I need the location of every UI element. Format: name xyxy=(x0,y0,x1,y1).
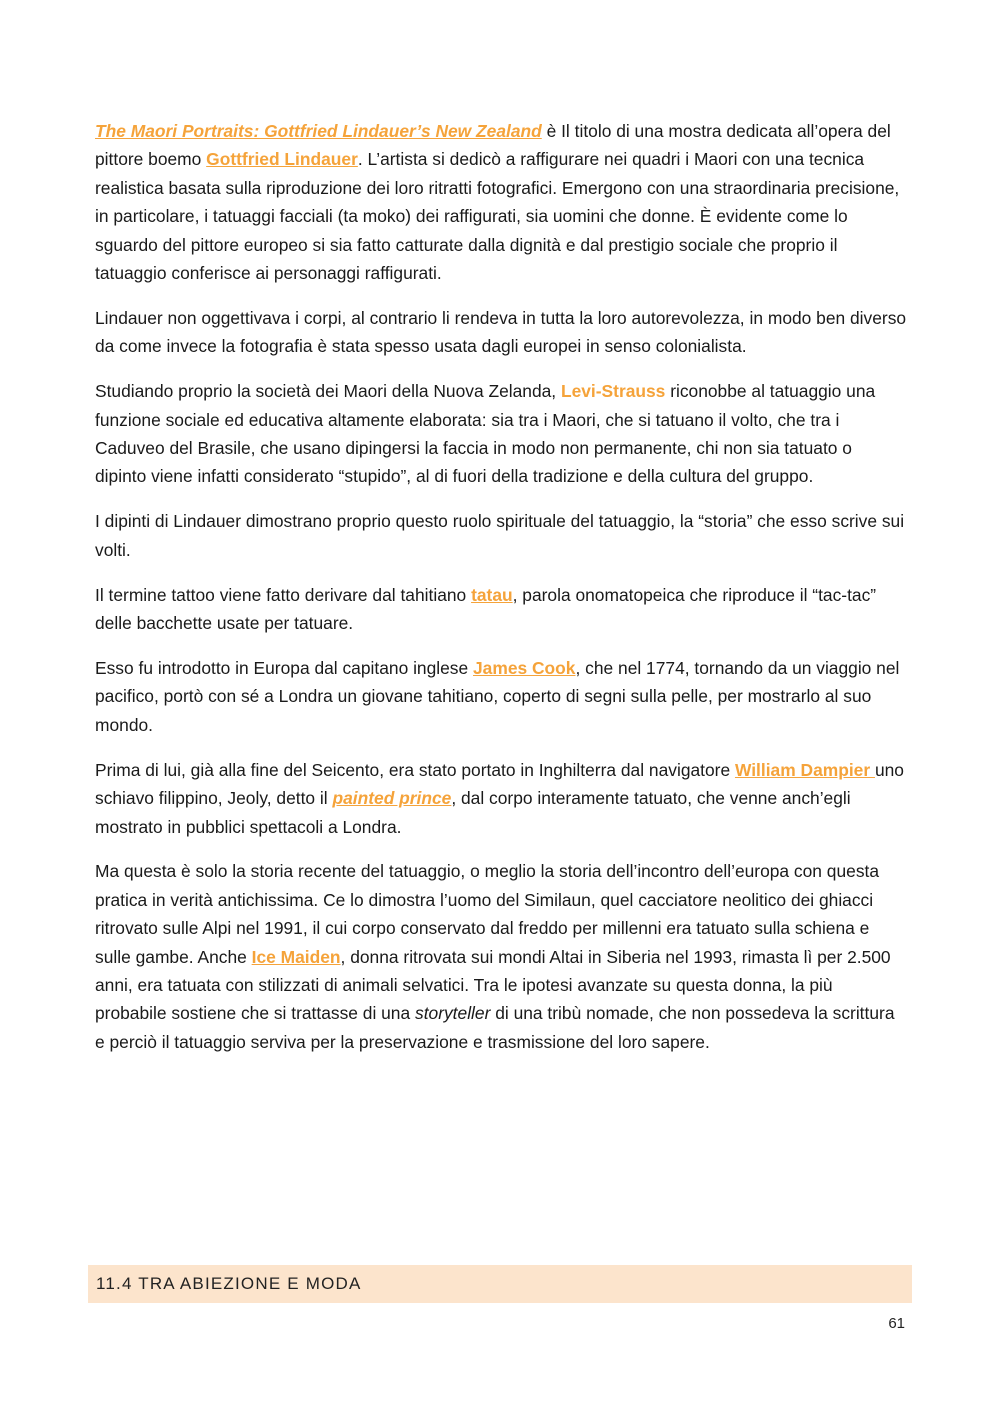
text-segment: , donna ritrovata sui mondi Altai in Siberia nel 1993, rimasta lì per 2.500 anni, era tatuata con stilizzati di animali selvatici. Tra le ipotesi avanzate su questa donna, la più probabile sostiene che si trattasse di una xyxy=(95,946,891,1024)
text-segment: , parola onomatopeica che riproduce il “tac-tac” delle bacchette usate per tatuare. xyxy=(95,584,877,634)
text-segment: riconobbe al tatuaggio una funzione sociale ed educativa altamente elaborata: sia tra i Maori, che si tatuano il volto, che tra i Caduveo del Brasile, che usano dipingersi la faccia in modo non permanente, chi non sia tatuato o dipinto viene infatti considerato “stupido”, al di fuori della tradizione e della cultura del gruppo. xyxy=(95,381,876,487)
paragraph-lindauer-exhibition xyxy=(95,117,907,287)
text-segment: Esso fu introdotto in Europa dal capitano inglese xyxy=(95,658,474,678)
paragraph-tattoo-etymology xyxy=(95,581,907,638)
paragraph-levi-strauss xyxy=(95,377,907,491)
link-ice-maiden[interactable]: Ice Maiden xyxy=(251,946,341,967)
link-william-dampier[interactable]: William Dampier xyxy=(734,759,875,780)
text-segment: è Il titolo di una mostra dedicata all’opera del pittore boemo xyxy=(95,121,891,170)
italic-storyteller: storyteller xyxy=(415,1003,491,1024)
page-number: 61 xyxy=(888,1315,905,1332)
link-levi-strauss[interactable]: Levi-Strauss xyxy=(560,381,666,402)
link-gottfried-lindauer[interactable]: Gottfried Lindauer xyxy=(206,149,358,170)
paragraph-ancient-history xyxy=(95,857,907,1056)
text-segment: di una tribù nomade, che non possedeva la scrittura e perciò il tatuaggio serviva per la preservazione e trasmissione del loro sapere. xyxy=(95,1003,895,1052)
link-painted-prince[interactable]: painted prince xyxy=(332,788,452,809)
text-segment: Prima di lui, già alla fine del Seicento, era stato portato in Inghilterra dal navigatore xyxy=(95,759,735,780)
text-segment: uno schiavo filippino, Jeoly, detto il xyxy=(95,759,904,809)
paragraph-william-dampier xyxy=(95,756,907,841)
text-segment: I dipinti di Lindauer dimostrano proprio questo ruolo spirituale del tatuaggio, la “storia” che esso scrive sui volti. xyxy=(95,511,905,560)
paragraph-spiritual-role xyxy=(95,507,907,564)
text-segment: Ma questa è solo la storia recente del tatuaggio, o meglio la storia dell’incontro dell’europa con questa pratica in verità antichissima. Ce lo dimostra l’uomo del Similaun, quel cacciatore neolitico dei ghiacci ritrovato sulle Alpi nel 1991, il cui corpo conservato dal freddo per millenni era tatuato sulla schiena e sulle gambe. Anche xyxy=(95,861,880,967)
text-segment: . L’artista si dedicò a raffigurare nei quadri i Maori con una tecnica realistica basata sulla riproduzione dei loro ritratti fotografici. Emergono con una straordinaria precisione, in particolare, i tatuaggi facciali (ta moko) dei raffigurati, sia uomini che donne. È evidente come lo sguardo del pittore europeo si sia fatto catturate dalla dignità e dal prestigio sociale che proprio il tatuaggio conferisce ai personaggi raffigurati. xyxy=(95,149,900,284)
text-segment: Studiando proprio la società dei Maori della Nuova Zelanda, xyxy=(95,381,561,402)
link-tatau[interactable]: tatau xyxy=(471,584,513,605)
text-segment: Il termine tattoo viene fatto derivare dal tahitiano xyxy=(95,584,472,605)
section-heading: 11.4 TRA ABIEZIONE E MODA xyxy=(88,1265,912,1303)
text-segment: , che nel 1774, tornando da un viaggio nel pacifico, portò con sé a Londra un giovane tahitiano, coperto di segni sulla pelle, per mostrarlo al suo mondo. xyxy=(95,658,900,735)
paragraph-james-cook xyxy=(95,654,907,739)
link-james-cook[interactable]: James Cook xyxy=(473,658,576,678)
document-body xyxy=(95,117,907,1073)
paragraph-lindauer-bodies xyxy=(95,304,907,361)
text-segment: , dal corpo interamente tatuato, che venne anch’egli mostrato in pubblici spettacoli a Londra. xyxy=(95,788,851,837)
text-segment: Lindauer non oggettivava i corpi, al contrario li rendeva in tutta la loro autorevolezza, in modo ben diverso da come invece la fotografia è stata spesso usata dagli europei in senso colonialista. xyxy=(95,307,907,357)
link-maori-portraits[interactable]: The Maori Portraits: Gottfried Lindauer’s New Zealand xyxy=(95,121,542,141)
